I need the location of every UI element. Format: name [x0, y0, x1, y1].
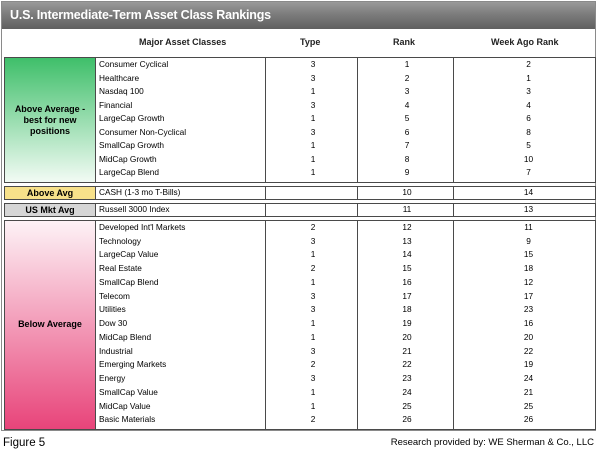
type-cell: 1: [310, 140, 316, 151]
type-cell: 1: [310, 153, 316, 164]
asset-name: SmallCap Blend: [99, 276, 159, 287]
asset-name: Emerging Markets: [99, 359, 167, 370]
type-cell: 1: [310, 276, 316, 287]
week-ago-rank-cell: 14: [523, 187, 534, 197]
table-row: [5, 139, 595, 153]
week-ago-rank-cell: 15: [523, 249, 534, 260]
asset-name: Basic Materials: [99, 414, 156, 425]
rank-cell: 2: [404, 72, 410, 83]
research-credit: Research provided by: WE Sherman & Co., LLC: [390, 437, 594, 448]
asset-name: LargeCap Value: [99, 249, 159, 260]
week-ago-rank-cell: 1: [526, 72, 531, 83]
asset-name: MidCap Blend: [99, 331, 152, 342]
panel-above-average: [4, 57, 596, 183]
panel-above-avg: [4, 186, 596, 200]
rank-cell: 8: [404, 153, 410, 164]
asset-name: Energy: [99, 373, 126, 384]
header-type: Type: [300, 37, 321, 47]
week-ago-rank-cell: 7: [526, 167, 531, 178]
panel-below-average: [4, 220, 596, 430]
week-ago-rank-cell: 24: [523, 373, 534, 384]
type-cell: 2: [310, 222, 316, 232]
asset-name: MidCap Value: [99, 400, 151, 411]
asset-name: Developed Int'l Markets: [99, 222, 186, 232]
table-row: [5, 248, 595, 262]
week-ago-rank-cell: 4: [526, 99, 531, 110]
type-cell: 3: [310, 126, 316, 137]
asset-name: SmallCap Value: [99, 386, 158, 397]
group-label: US Mkt Avg: [25, 205, 75, 215]
table-row: [5, 58, 595, 72]
type-cell: 1: [310, 331, 316, 342]
week-ago-rank-cell: 22: [523, 345, 534, 356]
table-row: [5, 166, 595, 180]
table-row: [5, 112, 595, 126]
asset-name: Russell 3000 Index: [99, 204, 170, 214]
asset-name: Nasdaq 100: [99, 86, 144, 97]
type-cell: 1: [310, 400, 316, 411]
week-ago-rank-cell: 18: [523, 263, 534, 274]
type-cell: 1: [310, 318, 316, 329]
table-row: [5, 85, 595, 99]
panel-us-mkt-avg: [4, 203, 596, 217]
rank-cell: 23: [402, 373, 412, 384]
table-row: [5, 262, 595, 276]
group-label: Below Average: [18, 319, 82, 329]
week-ago-rank-cell: 20: [523, 331, 534, 342]
table-row: [5, 126, 595, 140]
table-row: [5, 372, 595, 386]
rank-cell: 10: [402, 187, 412, 197]
table-row: [5, 413, 595, 427]
rank-cell: 21: [402, 345, 412, 356]
type-cell: 3: [310, 345, 316, 356]
rank-cell: 6: [404, 126, 410, 137]
asset-name: Real Estate: [99, 263, 142, 274]
week-ago-rank-cell: 26: [523, 414, 534, 425]
rank-cell: 3: [404, 86, 410, 97]
rank-cell: 26: [402, 414, 412, 425]
asset-name: LargeCap Growth: [99, 113, 165, 124]
group-label: Above Avg: [26, 188, 74, 198]
week-ago-rank-cell: 9: [526, 235, 531, 246]
rank-cell: 18: [402, 304, 412, 315]
asset-name: MidCap Growth: [99, 153, 157, 164]
type-cell: 1: [310, 113, 316, 124]
header-rank: Rank: [393, 37, 416, 47]
type-cell: 1: [310, 167, 316, 178]
type-cell: 2: [310, 359, 316, 370]
week-ago-rank-cell: 12: [523, 276, 534, 287]
table-row: [5, 317, 595, 331]
type-cell: 2: [310, 414, 316, 425]
rank-cell: 11: [402, 204, 412, 214]
table-row: [5, 204, 595, 214]
asset-name: LargeCap Blend: [99, 167, 159, 178]
asset-name: Healthcare: [99, 72, 140, 83]
week-ago-rank-cell: 6: [526, 113, 531, 124]
rank-cell: 1: [404, 59, 410, 69]
asset-name: Utilities: [99, 304, 126, 315]
week-ago-rank-cell: 10: [523, 153, 534, 164]
type-cell: 3: [310, 72, 316, 83]
table-title: U.S. Intermediate-Term Asset Class Rankings: [10, 8, 271, 22]
type-cell: 3: [310, 304, 316, 315]
week-ago-rank-cell: 2: [526, 59, 531, 69]
header-asset: Major Asset Classes: [139, 37, 227, 47]
rank-cell: 22: [402, 359, 412, 370]
table-row: [5, 303, 595, 317]
week-ago-rank-cell: 13: [523, 204, 534, 214]
week-ago-rank-cell: 19: [523, 359, 534, 370]
rank-cell: 7: [404, 140, 410, 151]
week-ago-rank-cell: 17: [523, 290, 534, 301]
type-cell: 3: [310, 290, 316, 301]
type-cell: 3: [310, 373, 316, 384]
table-row: [5, 187, 595, 197]
table-row: [5, 386, 595, 400]
table-row: [5, 72, 595, 86]
type-cell: 3: [310, 99, 316, 110]
header-week-ago-rank: Week Ago Rank: [491, 37, 559, 47]
week-ago-rank-cell: 16: [523, 318, 534, 329]
table-row: [5, 235, 595, 249]
table-row: [5, 345, 595, 359]
week-ago-rank-cell: 11: [524, 222, 533, 232]
rank-cell: 24: [402, 386, 412, 397]
rank-cell: 5: [404, 113, 410, 124]
table-row: [5, 276, 595, 290]
asset-name: CASH (1-3 mo T-Bills): [99, 187, 181, 197]
rankings-table-frame: [1, 1, 596, 431]
week-ago-rank-cell: 5: [526, 140, 531, 151]
asset-name: SmallCap Growth: [99, 140, 165, 151]
table-row: [5, 221, 595, 235]
title-bar: [2, 2, 595, 29]
type-cell: 1: [310, 249, 316, 260]
asset-name: Telecom: [99, 290, 130, 301]
table-row: [5, 400, 595, 414]
table-row: [5, 153, 595, 167]
rank-cell: 19: [402, 318, 412, 329]
asset-name: Technology: [99, 235, 141, 246]
figure-label: Figure 5: [3, 437, 46, 449]
asset-name: Consumer Cyclical: [99, 59, 169, 69]
type-cell: 2: [310, 263, 316, 274]
rank-cell: 14: [402, 249, 412, 260]
rank-cell: 17: [402, 290, 412, 301]
rank-cell: 25: [402, 400, 412, 411]
rank-cell: 13: [402, 235, 412, 246]
table-row: [5, 331, 595, 345]
type-cell: 3: [310, 235, 316, 246]
week-ago-rank-cell: 3: [526, 86, 531, 97]
rank-cell: 12: [402, 222, 412, 232]
rank-cell: 16: [402, 276, 412, 287]
table-row: [5, 290, 595, 304]
table-row: [5, 99, 595, 113]
type-cell: 1: [310, 386, 316, 397]
type-cell: 3: [310, 59, 316, 69]
asset-name: Consumer Non-Cyclical: [99, 126, 187, 137]
asset-name: Industrial: [99, 345, 133, 356]
week-ago-rank-cell: 25: [523, 400, 534, 411]
rank-cell: 20: [402, 331, 412, 342]
week-ago-rank-cell: 21: [523, 386, 534, 397]
table-row: [5, 358, 595, 372]
rank-cell: 4: [404, 99, 410, 110]
type-cell: 1: [310, 86, 316, 97]
asset-name: Dow 30: [99, 318, 128, 329]
rank-cell: 15: [402, 263, 412, 274]
asset-name: Financial: [99, 99, 133, 110]
rank-cell: 9: [404, 167, 410, 178]
group-label: Above Average - best for new positions: [14, 104, 86, 136]
week-ago-rank-cell: 8: [526, 126, 531, 137]
week-ago-rank-cell: 23: [523, 304, 534, 315]
